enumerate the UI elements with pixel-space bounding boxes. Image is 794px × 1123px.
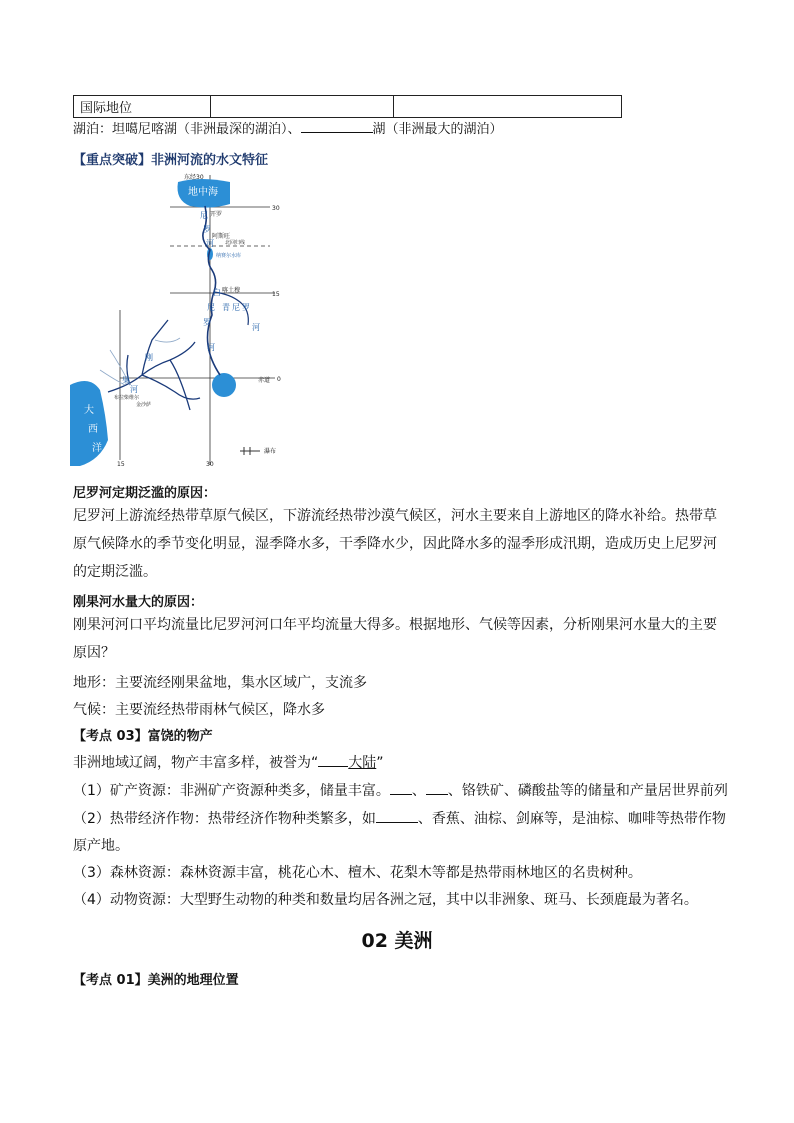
- kd01-title: 【考点 01】美洲的地理位置: [73, 973, 239, 988]
- lat30-label: 30: [272, 205, 280, 212]
- kd03-item1: （1）矿产资源：非洲矿产资源种类多，储量丰富。 、 、铬铁矿、磷酸盐等的储量和产量居世界前列: [73, 780, 728, 800]
- atlantic-char: 洋: [92, 443, 102, 454]
- mediterranean-label: 地中海: [188, 187, 218, 198]
- white-nile-char: 白: [213, 288, 221, 297]
- lake-victoria: [212, 373, 236, 397]
- equator-label: 赤道: [258, 377, 271, 384]
- focus-title: 【重点突破】非洲河流的水文特征: [73, 153, 269, 168]
- nile-char: 河: [206, 239, 214, 248]
- brazzaville-label: 布拉柴维尔: [114, 395, 140, 401]
- congo-char: 刚: [145, 353, 153, 362]
- blue-nile-char: 青: [222, 303, 230, 312]
- congo-title: 刚果河水量大的原因：: [73, 595, 204, 610]
- mineral-blank-2: [426, 780, 448, 795]
- lake-blank: [301, 118, 373, 133]
- kd03-item2: （2）热带经济作物：热带经济作物种类繁多，如 、香蕉、油棕、剑麻等，是油棕、咖啡等热带作物: [73, 808, 726, 828]
- crop-blank: [376, 808, 418, 823]
- cairo-label: 开罗: [210, 211, 223, 218]
- kd03-title: 【考点 03】富饶的物产: [73, 729, 213, 744]
- waterfall-label: 瀑布: [264, 448, 277, 455]
- section-heading: 02 美洲: [361, 930, 433, 952]
- blue-nile-char: 尼: [232, 303, 240, 312]
- nasser-label: 纳赛尔水库: [216, 253, 242, 259]
- lon30-label: 30: [206, 461, 214, 468]
- white-nile-char: 罗: [203, 318, 211, 327]
- table-cell-empty: [394, 96, 622, 118]
- kd03-item4: （4）动物资源：大型野生动物的种类和数量均居各洲之冠，其中以非洲象、斑马、长颈鹿最为著名。: [73, 892, 698, 908]
- atlantic-char: 西: [88, 424, 98, 435]
- kinshasa-label: 金沙萨: [136, 402, 152, 408]
- tropic-label: 北回归线: [225, 240, 246, 246]
- lake-line: 湖泊：坦噶尼喀湖（非洲最深的湖泊）、 湖（非洲最大的湖泊）: [73, 118, 503, 137]
- lat15-label: 15: [272, 291, 280, 298]
- nile-char: 尼: [200, 211, 208, 220]
- mineral-blank-1: [390, 780, 412, 795]
- table-row: [74, 96, 622, 118]
- table-cell-empty: [211, 96, 394, 118]
- intro-blank: [318, 752, 348, 767]
- nile-title: 尼罗河定期泛滥的原因：: [73, 486, 217, 501]
- nile-body: 尼罗河上游流经热带草原气候区，下游流经热带沙漠气候区，河水主要来自上游地区的降水补给。热带草原气候降水的季节变化明显，湿季降水多，干季降水少，因此降水多的湿季形成汛期，造成历史上尼罗河的定期泛滥。: [73, 508, 717, 580]
- nile-char: 罗: [203, 225, 211, 234]
- congo-question: 刚果河河口平均流量比尼罗河河口年平均流量大得多。根据地形、气候等因素，分析刚果河水量大的主要原因？: [73, 617, 717, 661]
- aswan-label: 阿斯旺: [212, 233, 231, 240]
- table-cell-label: 国际地位: [74, 96, 211, 118]
- blue-nile-char: 河: [252, 323, 260, 332]
- kd03-item3: （3）森林资源：森林资源丰富，桃花心木、檀木、花梨木等都是热带雨林地区的名贵树种。: [73, 865, 642, 881]
- info-table: [73, 95, 622, 118]
- congo-climate: 气候：主要流经热带雨林气候区，降水多: [73, 702, 325, 718]
- white-nile-char: 河: [207, 343, 215, 352]
- khartoum-label: 喀土穆: [222, 287, 241, 294]
- kd03-item2-cont: 原产地。: [73, 838, 129, 854]
- atlantic-char: 大: [84, 405, 94, 416]
- lon15-label: 15: [117, 461, 125, 468]
- africa-rivers-map: [70, 170, 300, 470]
- congo-terrain: 地形：主要流经刚果盆地，集水区域广，支流多: [73, 675, 367, 691]
- kd03-intro: 非洲地域辽阔，物产丰富多样，被誉为“ 大陆”: [73, 752, 384, 772]
- congo-char: 果: [122, 376, 130, 385]
- east30-label: 东经30: [184, 174, 204, 181]
- congo-char: 河: [130, 385, 138, 394]
- blue-nile-char: 罗: [242, 303, 250, 312]
- lat0-label: 0: [277, 376, 281, 383]
- white-nile-char: 尼: [207, 303, 215, 312]
